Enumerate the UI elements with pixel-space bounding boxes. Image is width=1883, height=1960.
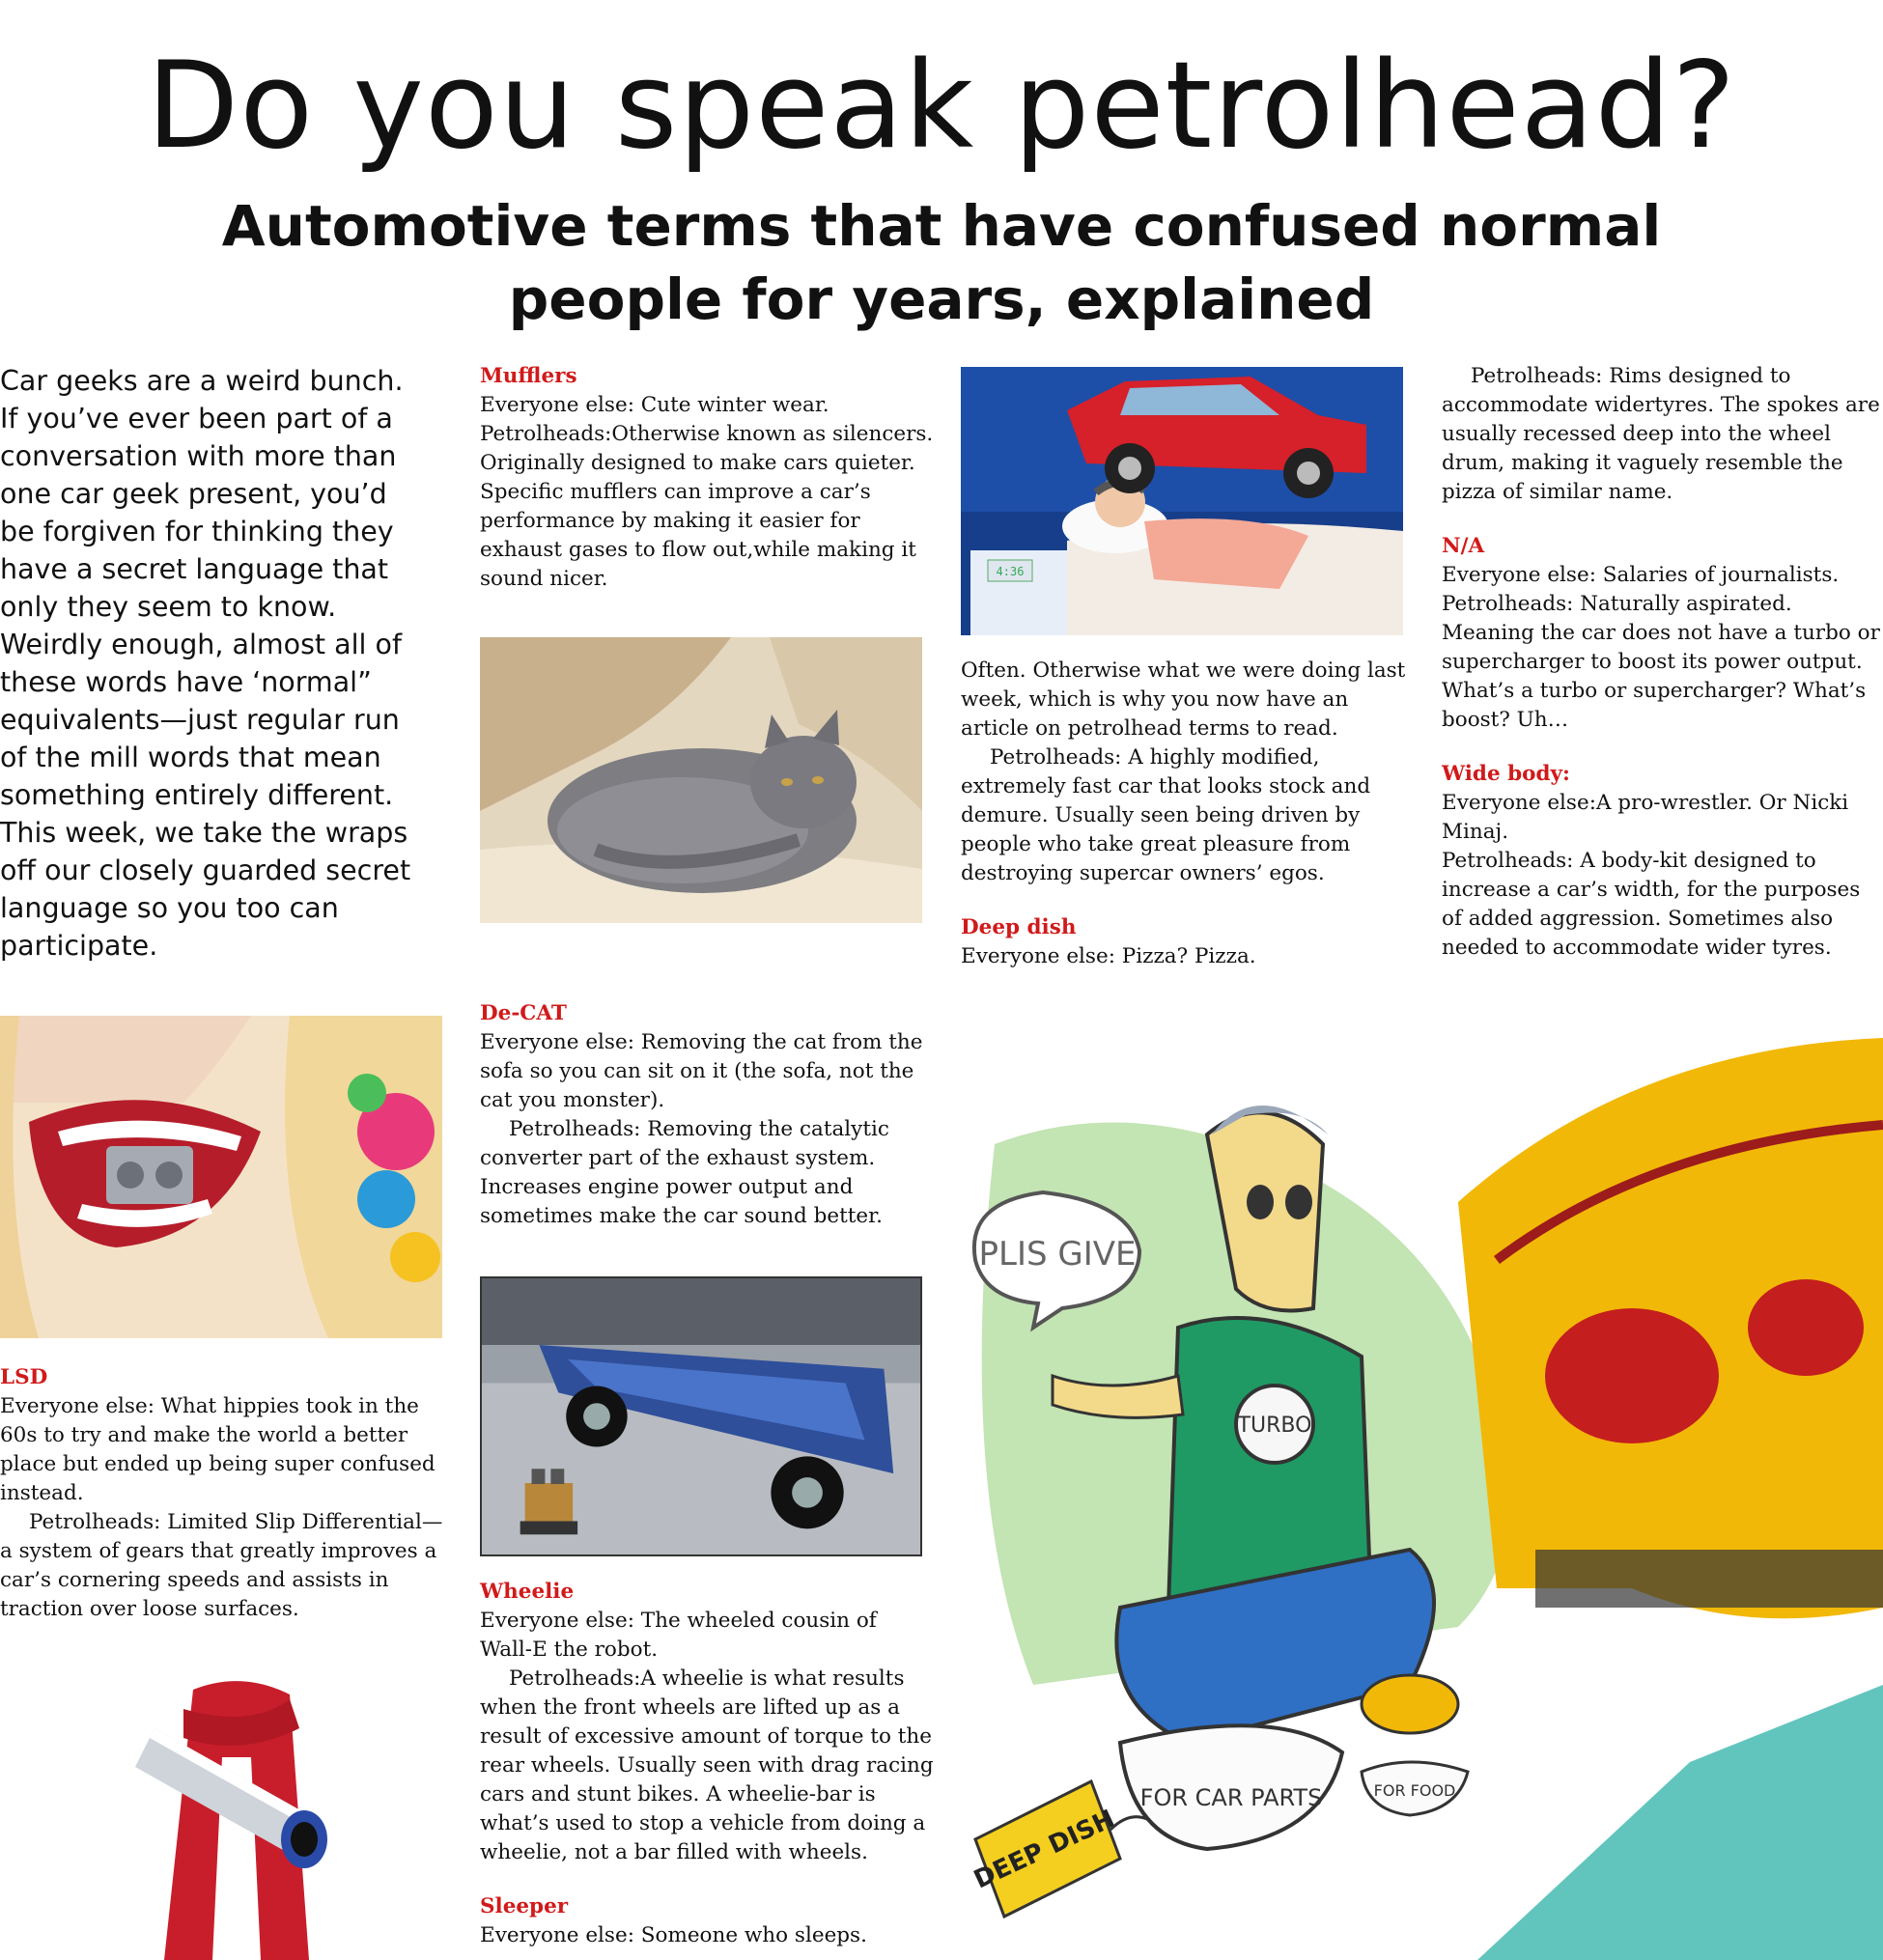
col4-section [1442, 362, 1883, 963]
sleeper-heading: Sleeper [480, 1894, 569, 1918]
decat-heading: De-CAT [480, 1001, 567, 1025]
na-petrolheads: Petrolheads: Naturally aspirated. Meaning the car does not have a turbo or supercharger to boost its power output. What’s a turbo or supercharger? What’s boost? Uh… [1442, 592, 1880, 732]
deepdish-petrolheads: Petrolheads: Rims designed to accommodate widertyres. The spokes are usually recessed deep into the wheel drum, making it vaguely resemble the pizza of similar name. [1442, 364, 1880, 504]
petrolhead-cartoon [956, 1009, 1883, 1960]
mufflers-heading: Mufflers [480, 364, 577, 388]
decat-everyone: Everyone else: Removing the cat from the sofa so you can sit on it (the sofa, not the cat you monster). [480, 1030, 923, 1112]
cat-photo [480, 637, 922, 923]
decat-petrolheads: Petrolheads: Removing the catalytic converter part of the exhaust system. Increases engine power output and sometimes make the car sound better. [480, 1117, 889, 1228]
wheelie-car-photo [480, 1276, 922, 1556]
widebody-everyone: Everyone else:A pro-wrestler. Or Nicki Minaj. [1442, 791, 1849, 844]
sleeper-everyone-cont: Often. Otherwise what we were doing last week, which is why you now have an article on petrolhead terms to read. [961, 658, 1406, 741]
lsd-heading: LSD [0, 1365, 48, 1389]
na-everyone: Everyone else: Salaries of journalists. [1442, 563, 1840, 587]
deep-dish-tag: DEEP DISH [970, 1804, 1120, 1895]
intro-text: Car geeks are a weird bunch. If you’ve ever been part of a conversation with more than one car geek present, you’d be forgiven for thinking they have a secret language that only they seem to know. Weirdly enough, almost all of these words have ‘normal” equivalents—just regular run of the mill words that mean something entirely different. This week, we take the wraps off our closely guarded secret language so you too can participate. [0, 365, 411, 962]
widebody-petrolheads: Petrolheads: A body-kit designed to increase a car’s width, for the purposes of added aggression. Sometimes also needed to accommodate wider tyres. [1442, 849, 1861, 960]
lsd-everyone: Everyone else: What hippies took in the 60s to try and make the world a better place but ended up being super confused instead. [0, 1394, 436, 1505]
clock-display: 4:36 [996, 565, 1025, 578]
page-subtitle: Automotive terms that have confused normal people for years, explained [221, 193, 1662, 332]
wheelie-heading: Wheelie [480, 1580, 575, 1604]
lsd-petrolheads: Petrolheads: Limited Slip Differential—a system of gears that greatly improves a car’s cornering speeds and assists in traction over loose surfaces. [0, 1510, 443, 1621]
bowl-food-text: FOR FOOD [1373, 1781, 1456, 1800]
muffler-scarf-photo [116, 1670, 367, 1960]
na-heading: N/A [1442, 534, 1485, 558]
sleeper-petrolheads: Petrolheads: A highly modified, extremely fast car that looks stock and demure. Usually seen being driven by people who take great pleasure from destroying supercar owners’ egos. [961, 745, 1371, 885]
deepdish-everyone: Everyone else: Pizza? Pizza. [961, 944, 1256, 968]
sleeper-continued [961, 657, 1415, 971]
sleeper-illustration [961, 367, 1403, 635]
shirt-text: TURBO [1237, 1414, 1312, 1438]
wheelie-petrolheads: Petrolheads:A wheelie is what results when the front wheels are lifted up as a result of excessive amount of torque to the rear wheels. Usually seen with drag racing cars and stunt bikes. A wheelie-bar is what’s used to stop a vehicle from doing a wheelie, not a bar filled with wheels. [480, 1666, 934, 1864]
page-title: Do you speak petrolhead? [146, 37, 1737, 176]
lsd-photo [0, 1016, 442, 1338]
deepdish-heading: Deep dish [961, 915, 1077, 939]
wheelie-everyone: Everyone else: The wheeled cousin of Wall-E the robot. [480, 1609, 877, 1662]
decat-section [480, 999, 934, 1231]
speech-bubble-text: PLIS GIVE [978, 1235, 1137, 1274]
mufflers-section [480, 362, 934, 594]
sleeper-everyone: Everyone else: Someone who sleeps. [480, 1923, 867, 1947]
lsd-section [0, 1363, 449, 1624]
widebody-heading: Wide body: [1442, 762, 1570, 786]
mufflers-petrolheads: Petrolheads:Otherwise known as silencers. Originally designed to make cars quieter. Specific mufflers can improve a car’s performance by making it easier for exhaust gases to flow out,while making it sound nicer. [480, 422, 934, 591]
mufflers-everyone: Everyone else: Cute winter wear. [480, 393, 829, 417]
bowl-car-parts-text: FOR CAR PARTS [1139, 1784, 1323, 1811]
wheelie-section [480, 1578, 934, 1950]
